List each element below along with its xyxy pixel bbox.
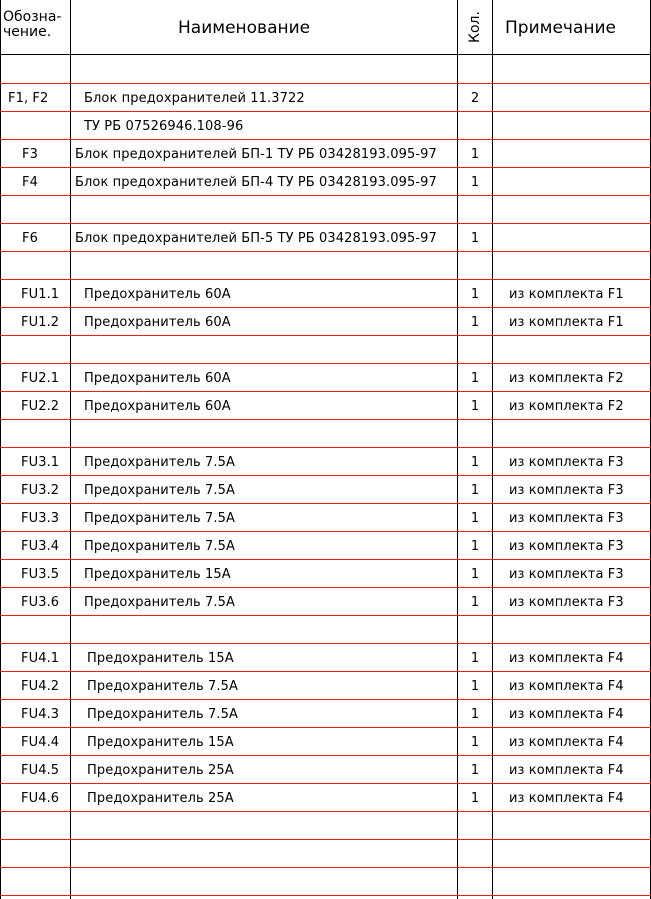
row-qty: 1 [470,539,480,554]
row-border [0,83,651,84]
row-border [0,615,651,616]
row-name: Предохранитель 7.5А [87,707,238,722]
row-name: Блок предохранителей 11.3722 [84,91,305,106]
row-designation: FU3.2 [21,483,60,498]
row-border [0,531,651,532]
row-name: Предохранитель 7.5А [84,539,235,554]
row-qty: 1 [470,511,480,526]
row-border [0,699,651,700]
row-border [0,727,651,728]
row-designation: FU3.6 [21,595,60,610]
row-border [0,279,651,280]
header-note: Примечание [505,18,616,38]
row-qty: 1 [470,483,480,498]
row-name: Предохранитель 25А [87,791,234,806]
row-border [0,503,651,504]
row-border [0,195,651,196]
row-designation: FU4.2 [21,679,60,694]
row-qty: 1 [470,651,480,666]
row-note: из комплекта F4 [509,763,624,778]
row-name: Предохранитель 7.5А [84,455,235,470]
row-qty: 1 [470,567,480,582]
row-border [0,167,651,168]
row-name: Блок предохранителей БП-1 ТУ РБ 03428193.095-97 [75,147,437,162]
row-designation: F6 [22,231,38,246]
row-border [0,307,651,308]
row-border [0,391,651,392]
row-qty: 1 [470,455,480,470]
row-designation: FU4.5 [21,763,60,778]
row-name: Предохранитель 60А [84,371,231,386]
row-designation: FU1.1 [21,287,60,302]
row-border [0,671,651,672]
row-designation: FU4.1 [21,651,60,666]
row-note: из комплекта F3 [509,455,624,470]
row-name: Предохранитель 15А [84,567,231,582]
row-designation: FU2.1 [21,371,60,386]
row-designation: FU4.6 [21,791,60,806]
row-name: ТУ РБ 07526946.108-96 [84,119,244,134]
row-qty: 1 [470,399,480,414]
row-note: из комплекта F3 [509,483,624,498]
row-border [0,559,651,560]
row-name: Предохранитель 60А [84,287,231,302]
row-name: Блок предохранителей БП-5 ТУ РБ 03428193.095-97 [75,231,437,246]
row-border [0,867,651,868]
row-name: Предохранитель 25А [87,763,234,778]
row-designation: FU3.1 [21,455,60,470]
row-note: из комплекта F3 [509,539,624,554]
row-name: Предохранитель 60А [84,399,231,414]
row-qty: 1 [470,371,480,386]
row-qty: 1 [470,679,480,694]
row-qty: 2 [470,91,480,106]
row-note: из комплекта F4 [509,707,624,722]
row-qty: 1 [470,763,480,778]
row-border [0,643,651,644]
column-border [70,0,71,899]
row-border [0,475,651,476]
row-designation: FU3.4 [21,539,60,554]
row-border [0,111,651,112]
column-border [492,0,493,899]
row-note: из комплекта F3 [509,511,624,526]
row-designation: FU1.2 [21,315,60,330]
row-qty: 1 [470,735,480,750]
row-border [0,839,651,840]
row-designation: F1, F2 [8,91,49,106]
row-name: Предохранитель 7.5А [84,511,235,526]
row-border [0,783,651,784]
row-name: Предохранитель 7.5А [84,483,235,498]
row-name: Предохранитель 15А [87,651,234,666]
row-note: из комплекта F4 [509,679,624,694]
row-qty: 1 [470,595,480,610]
row-designation: FU3.3 [21,511,60,526]
header-qty: Кол. [467,11,483,43]
row-note: из комплекта F4 [509,651,624,666]
header-designation: Обозна- чение. [3,9,62,40]
row-qty: 1 [470,791,480,806]
row-designation: F4 [22,175,38,190]
row-name: Предохранитель 15А [87,735,234,750]
row-border [0,419,651,420]
row-border [0,223,651,224]
header-border [0,54,651,55]
row-border [0,811,651,812]
row-designation: F3 [22,147,38,162]
row-designation: FU2.2 [21,399,60,414]
row-qty: 1 [470,231,480,246]
row-note: из комплекта F2 [509,399,624,414]
row-name: Блок предохранителей БП-4 ТУ РБ 03428193.095-97 [75,175,437,190]
row-name: Предохранитель 7.5А [87,679,238,694]
row-border [0,139,651,140]
row-designation: FU4.4 [21,735,60,750]
row-border [0,447,651,448]
row-designation: FU3.5 [21,567,60,582]
row-qty: 1 [470,707,480,722]
row-name: Предохранитель 60А [84,315,231,330]
row-qty: 1 [470,175,480,190]
row-note: из комплекта F1 [509,287,624,302]
row-qty: 1 [470,287,480,302]
row-note: из комплекта F3 [509,567,624,582]
header-name: Наименование [178,18,311,38]
row-note: из комплекта F3 [509,595,624,610]
row-note: из комплекта F4 [509,791,624,806]
row-border [0,895,651,896]
row-note: из комплекта F1 [509,315,624,330]
row-border [0,755,651,756]
row-qty: 1 [470,147,480,162]
row-designation: FU4.3 [21,707,60,722]
row-border [0,251,651,252]
row-border [0,587,651,588]
row-note: из комплекта F4 [509,735,624,750]
row-border [0,363,651,364]
row-name: Предохранитель 7.5А [84,595,235,610]
row-note: из комплекта F2 [509,371,624,386]
row-border [0,335,651,336]
column-border [0,0,1,899]
row-qty: 1 [470,315,480,330]
